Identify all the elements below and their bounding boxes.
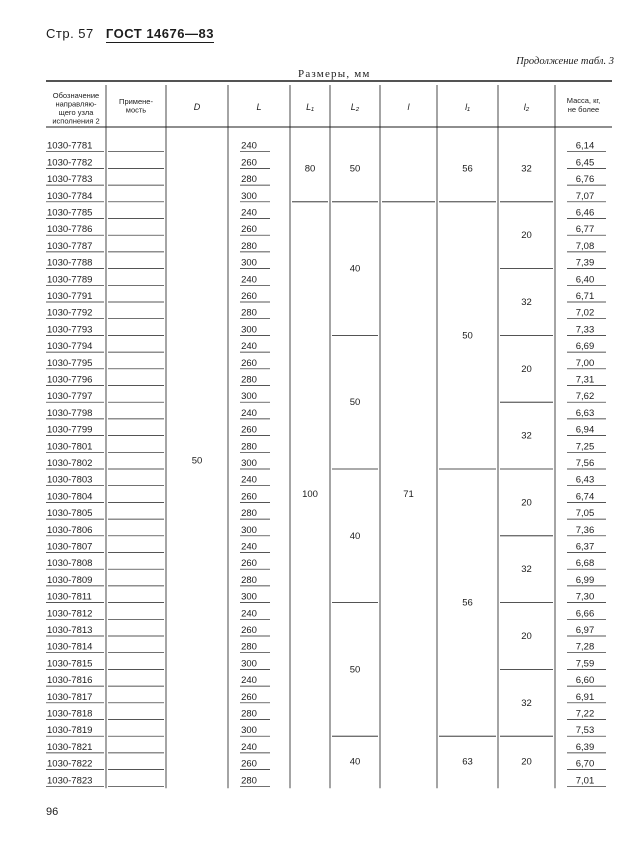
row-code: 1030-7785 [47,207,93,219]
row-mass: 6,74 [575,491,595,503]
row-L: 240 [241,474,257,486]
row-L: 300 [241,658,257,670]
page-number: 96 [46,806,59,818]
row-code: 1030-7782 [47,157,93,169]
merged-L2: 40 [349,263,361,275]
row-L: 280 [241,174,257,186]
row-mass: 6,39 [575,741,595,753]
row-L: 260 [241,691,257,703]
header-code: исполнения 2 [52,116,100,126]
row-code: 1030-7821 [47,741,93,753]
row-mass: 6,46 [575,207,595,219]
row-L: 260 [241,625,257,636]
table-continuation-note: Продолжение табл. 3 [516,56,614,67]
row-mass: 7,62 [575,391,595,403]
row-code: 1030-7807 [47,541,93,553]
merged-l1: 63 [462,756,473,768]
merged-D: 50 [191,455,203,467]
row-mass: 6,60 [575,675,595,687]
row-code: 1030-7822 [47,758,93,770]
merged-l1: 56 [462,597,473,609]
standard-number: ГОСТ 14676—83 [105,26,214,41]
row-L: 280 [241,641,257,653]
row-code: 1030-7797 [47,391,93,403]
row-L: 280 [241,775,257,787]
header-L1: L₁ [306,102,314,112]
row-code: 1030-7808 [47,558,93,570]
row-L: 280 [241,708,257,720]
row-L: 240 [241,541,257,553]
merged-L2: 50 [349,664,361,676]
merged-l2: 32 [521,697,532,709]
row-code: 1030-7816 [47,675,93,687]
merged-l2: 20 [521,363,532,375]
merged-L2: 50 [349,163,361,175]
row-L: 240 [241,407,257,419]
row-mass: 6,70 [575,758,595,770]
row-code: 1030-7784 [47,190,93,202]
row-L: 240 [241,741,257,753]
row-L: 280 [241,374,257,386]
row-mass: 6,76 [575,174,595,186]
merged-l: 71 [403,489,414,501]
row-L: 300 [241,725,257,737]
row-L: 260 [241,224,257,236]
row-code: 1030-7787 [47,240,93,252]
merged-L2: 40 [349,530,361,542]
row-mass: 7,07 [575,190,595,202]
row-L: 280 [241,574,257,586]
merged-l1: 50 [462,330,473,342]
merged-L2: 50 [349,397,361,409]
header-code: щего узла [58,108,94,117]
row-code: 1030-7818 [47,708,93,720]
row-code: 1030-7798 [47,407,93,419]
header-L2: L₂ [350,102,360,112]
row-L: 240 [241,341,257,353]
row-code: 1030-7792 [47,307,93,319]
row-code: 1030-7817 [47,691,93,703]
row-mass: 6,14 [575,140,595,152]
page-label: Стр. 57 [46,26,94,41]
row-L: 260 [241,424,257,436]
row-mass: 6,71 [575,291,595,302]
row-mass: 6,91 [575,691,595,703]
row-mass: 7,28 [575,641,595,653]
row-mass: 7,59 [575,658,595,670]
row-L: 280 [241,240,257,252]
row-L: 240 [241,140,257,152]
row-code: 1030-7815 [47,658,93,670]
row-code: 1030-7794 [47,341,93,353]
row-code: 1030-7809 [47,574,93,586]
row-mass: 6,77 [575,224,595,236]
sizes-caption: Размеры, мм [298,68,371,80]
merged-l2: 20 [521,756,532,768]
row-mass: 7,30 [575,591,595,603]
row-mass: 6,99 [575,574,595,586]
merged-l2: 20 [521,631,532,642]
header-mass: Масса, кг, [566,96,601,105]
header-l1: l₁ [465,102,470,112]
row-code: 1030-7791 [47,291,93,302]
row-code: 1030-7805 [47,508,93,520]
row-code: 1030-7783 [47,174,93,186]
merged-L2: 40 [349,756,361,768]
merged-l1: 56 [462,163,473,175]
row-code: 1030-7812 [47,608,93,620]
row-mass: 7,33 [575,324,595,336]
merged-l2: 32 [521,163,532,175]
merged-l2: 20 [521,497,532,509]
row-mass: 7,05 [575,508,595,520]
row-mass: 7,36 [575,524,595,536]
row-mass: 7,56 [575,458,595,469]
row-code: 1030-7811 [47,591,92,603]
row-mass: 7,39 [575,257,595,269]
row-code: 1030-7788 [47,257,93,269]
row-code: 1030-7806 [47,524,93,536]
row-L: 260 [241,157,257,169]
row-mass: 6,43 [575,474,595,486]
merged-l2: 32 [521,430,532,442]
row-mass: 7,08 [575,240,595,252]
row-L: 260 [241,491,257,503]
row-L: 280 [241,307,257,319]
row-mass: 6,66 [575,608,595,620]
row-mass: 7,25 [575,441,595,453]
row-mass: 7,02 [575,307,595,319]
row-mass: 7,31 [575,374,595,386]
header-usage: мость [125,105,147,115]
row-mass: 6,94 [575,424,595,436]
row-L: 240 [241,207,257,219]
header-D: D [193,102,201,112]
row-code: 1030-7803 [47,474,93,486]
merged-L1: 100 [302,489,318,501]
header-mass: не более [567,105,600,114]
row-L: 300 [241,524,257,536]
row-L: 300 [241,391,257,403]
merged-L1: 80 [304,163,316,175]
row-mass: 6,69 [575,341,595,353]
row-L: 300 [241,458,257,469]
row-code: 1030-7799 [47,424,93,436]
row-code: 1030-7819 [47,725,93,737]
row-L: 260 [241,291,257,302]
row-code: 1030-7781 [47,140,93,152]
row-mass: 6,97 [575,625,595,636]
row-code: 1030-7801 [47,441,93,453]
row-mass: 7,01 [575,775,595,787]
header-usage: Примене- [119,97,153,106]
row-L: 260 [241,558,257,570]
row-L: 260 [241,357,257,369]
row-code: 1030-7802 [47,458,93,469]
row-code: 1030-7823 [47,775,93,787]
row-L: 280 [241,441,257,453]
row-code: 1030-7789 [47,274,93,286]
row-code: 1030-7786 [47,224,93,236]
header-L: L [256,102,262,112]
header-code: Обозначение [52,91,100,100]
row-mass: 7,22 [575,708,595,720]
row-mass: 6,45 [575,157,595,169]
header-l: l [407,102,410,112]
header-l2: l₂ [523,102,530,112]
row-L: 240 [241,274,257,286]
merged-l2: 32 [521,297,532,308]
merged-l2: 32 [521,564,532,576]
row-L: 300 [241,324,257,336]
row-code: 1030-7813 [47,625,93,636]
row-mass: 7,00 [575,357,595,369]
row-L: 260 [241,758,257,770]
merged-l2: 20 [521,230,532,242]
row-mass: 6,40 [575,274,595,286]
row-L: 300 [241,591,257,603]
row-code: 1030-7796 [47,374,93,386]
header-code: направляю- [55,99,97,109]
row-code: 1030-7793 [47,324,93,336]
row-L: 280 [241,508,257,520]
row-mass: 6,68 [575,558,595,570]
row-L: 300 [241,190,257,202]
row-mass: 6,63 [575,407,595,419]
row-L: 240 [241,675,257,687]
row-code: 1030-7814 [47,641,93,653]
row-L: 240 [241,608,257,620]
row-mass: 7,53 [575,725,595,737]
row-code: 1030-7804 [47,491,93,503]
row-code: 1030-7795 [47,357,93,369]
row-mass: 6,37 [575,541,595,553]
row-L: 300 [241,257,257,269]
